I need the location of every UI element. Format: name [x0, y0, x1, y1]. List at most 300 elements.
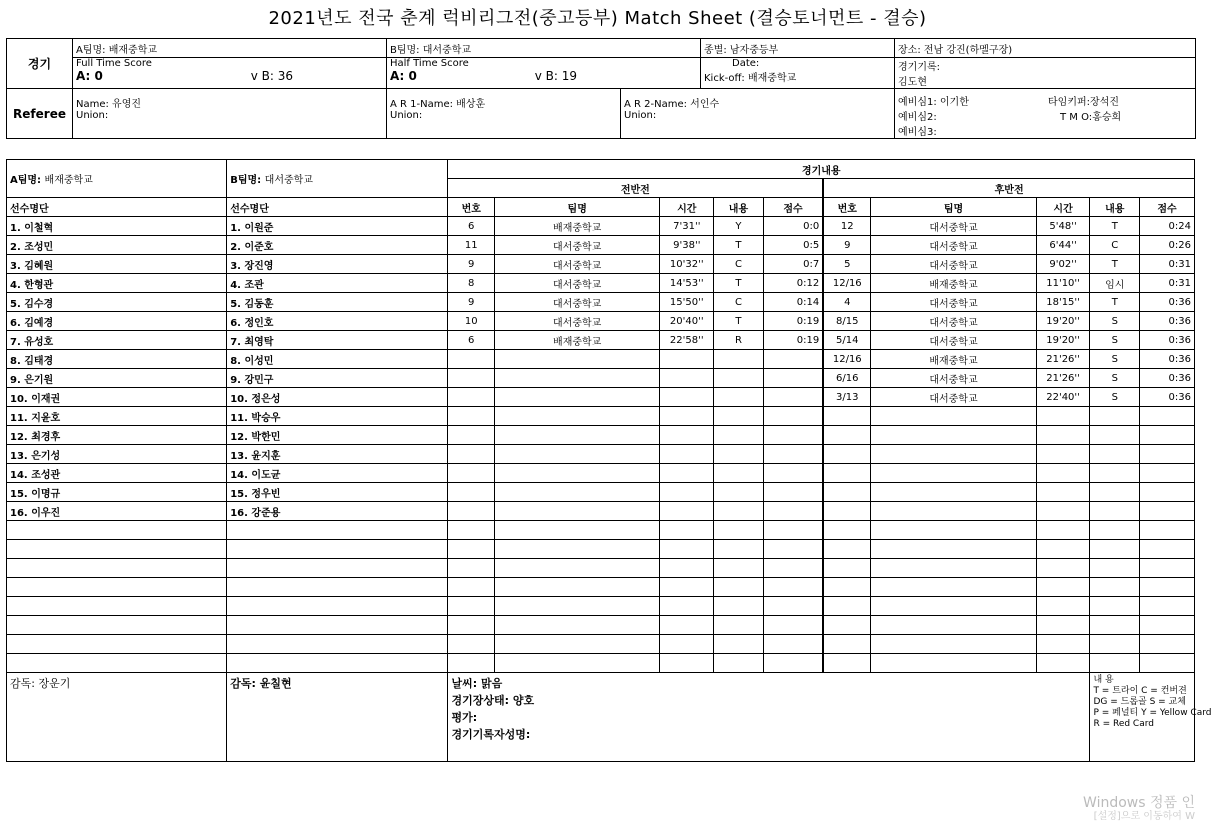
a-player: 12. 최경후 — [7, 426, 227, 445]
second-half-event-cell: 0:36 — [1140, 369, 1195, 388]
empty-cell — [7, 521, 227, 540]
empty-cell — [1090, 426, 1140, 445]
empty-cell — [714, 502, 764, 521]
empty-cell — [823, 464, 871, 483]
empty-cell — [660, 407, 714, 426]
second-half-event-cell: C — [1090, 236, 1140, 255]
reserve-referee-2: 예비심2: — [898, 112, 937, 123]
first-half-event-cell: 10 — [448, 312, 495, 331]
empty-cell — [1140, 559, 1195, 578]
b-player: 15. 정우빈 — [227, 483, 448, 502]
second-half-event-cell: T — [1090, 217, 1140, 236]
empty-cell — [1036, 597, 1090, 616]
empty-cell — [660, 445, 714, 464]
empty-cell — [1036, 426, 1090, 445]
empty-cell — [1140, 654, 1195, 673]
empty-cell — [660, 483, 714, 502]
empty-cell — [1036, 654, 1090, 673]
event-col-header: 시간 — [1036, 198, 1090, 217]
empty-cell — [494, 407, 659, 426]
empty-cell — [714, 426, 764, 445]
event-col-header: 번호 — [448, 198, 495, 217]
first-half-event-cell: 0:19 — [763, 331, 823, 350]
first-half-event-cell: C — [714, 293, 764, 312]
second-half-event-cell: 0:36 — [1140, 350, 1195, 369]
empty-cell — [763, 654, 823, 673]
roster-a-team — [7, 160, 227, 198]
a-team-label: A팀명: — [10, 175, 42, 186]
second-half-event-cell: 대서중학교 — [871, 312, 1036, 331]
second-half-event-cell: 대서중학교 — [871, 217, 1036, 236]
empty-cell — [494, 388, 659, 407]
empty-cell — [227, 616, 448, 635]
empty-cell — [494, 483, 659, 502]
empty-cell — [7, 654, 227, 673]
second-half-event-cell: 대서중학교 — [871, 388, 1036, 407]
table-row — [7, 217, 1195, 236]
referee-label: Referee — [7, 89, 73, 139]
empty-cell — [1090, 502, 1140, 521]
first-half-event-cell: 9'38'' — [660, 236, 714, 255]
b-player: 4. 조관 — [227, 274, 448, 293]
empty-cell — [494, 464, 659, 483]
team-a-name: A팀명: 배재중학교 — [73, 39, 387, 58]
roster-b-team — [227, 160, 448, 198]
table-row — [7, 635, 1195, 654]
empty-cell — [871, 521, 1036, 540]
empty-cell — [1036, 502, 1090, 521]
empty-cell — [823, 483, 871, 502]
empty-cell — [871, 616, 1036, 635]
empty-cell — [871, 635, 1036, 654]
empty-cell — [660, 540, 714, 559]
empty-cell — [448, 502, 495, 521]
table-row — [7, 255, 1195, 274]
b-team-name: 대서중학교 — [264, 175, 313, 186]
first-half-event-cell: C — [714, 255, 764, 274]
table-row — [7, 350, 1195, 369]
recorder-label: 경기기록: — [898, 62, 941, 73]
first-half-event-cell: 14'53'' — [660, 274, 714, 293]
first-half-event-cell: 0:0 — [763, 217, 823, 236]
a-player: 10. 이재권 — [7, 388, 227, 407]
a-player: 6. 김예경 — [7, 312, 227, 331]
empty-cell — [494, 597, 659, 616]
ar1-union: Union: — [390, 110, 423, 121]
empty-cell — [660, 521, 714, 540]
table-row — [7, 502, 1195, 521]
empty-cell — [763, 388, 823, 407]
empty-cell — [227, 521, 448, 540]
empty-cell — [871, 407, 1036, 426]
empty-cell — [494, 502, 659, 521]
empty-cell — [823, 635, 871, 654]
a-player: 15. 이명규 — [7, 483, 227, 502]
empty-cell — [494, 654, 659, 673]
first-half-event-cell: 7'31'' — [660, 217, 714, 236]
empty-cell — [227, 578, 448, 597]
empty-cell — [494, 350, 659, 369]
empty-cell — [1036, 445, 1090, 464]
event-col-header: 내용 — [1090, 198, 1140, 217]
empty-cell — [714, 445, 764, 464]
reserve-referee-3: 예비심3: — [898, 127, 937, 138]
first-half-event-cell: 대서중학교 — [494, 255, 659, 274]
match-detail-table — [6, 159, 1211, 762]
b-player: 1. 이원준 — [227, 217, 448, 236]
empty-cell — [494, 426, 659, 445]
empty-cell — [1090, 521, 1140, 540]
second-half-event-cell: S — [1090, 350, 1140, 369]
empty-cell — [448, 521, 495, 540]
empty-cell — [660, 616, 714, 635]
legend-line: DG = 드롭골 S = 교체 — [1093, 697, 1186, 707]
a-roster-header: 선수명단 — [7, 198, 227, 217]
empty-cell — [1140, 578, 1195, 597]
empty-cell — [871, 483, 1036, 502]
second-half-event-cell: 0:31 — [1140, 255, 1195, 274]
empty-cell — [763, 350, 823, 369]
first-half-event-cell: 대서중학교 — [494, 293, 659, 312]
empty-cell — [823, 597, 871, 616]
empty-cell — [714, 483, 764, 502]
empty-cell — [448, 426, 495, 445]
empty-cell — [448, 635, 495, 654]
second-half-event-cell: 0:36 — [1140, 388, 1195, 407]
empty-cell — [823, 616, 871, 635]
ar2-name: A R 2-Name: 서인수 — [624, 99, 720, 110]
empty-cell — [1090, 597, 1140, 616]
empty-cell — [660, 502, 714, 521]
full-time-b: v B: 36 — [250, 69, 293, 83]
empty-cell — [763, 426, 823, 445]
empty-cell — [823, 521, 871, 540]
page-title: 2021년도 전국 춘계 럭비리그전(중고등부) Match Sheet (결승토너먼트 - 결승) — [268, 8, 927, 29]
empty-cell — [448, 616, 495, 635]
weather: 날씨: 맑음 — [451, 677, 503, 690]
second-half-event-cell: 6/16 — [823, 369, 871, 388]
second-half-event-cell: 0:31 — [1140, 274, 1195, 293]
empty-cell — [1090, 464, 1140, 483]
empty-cell — [7, 635, 227, 654]
empty-cell — [823, 578, 871, 597]
team-b-name: B팀명: 대서중학교 — [387, 39, 701, 58]
game-label: 경기 — [7, 39, 73, 89]
first-half-event-cell: T — [714, 312, 764, 331]
empty-cell — [1140, 521, 1195, 540]
empty-cell — [763, 483, 823, 502]
match-notes — [448, 673, 1090, 762]
second-half-event-cell: T — [1090, 255, 1140, 274]
first-half-event-cell: 11 — [448, 236, 495, 255]
empty-cell — [823, 445, 871, 464]
empty-cell — [763, 616, 823, 635]
empty-cell — [7, 559, 227, 578]
legend-line: R = Red Card — [1093, 719, 1154, 729]
empty-cell — [1140, 540, 1195, 559]
first-half-event-cell: 0:7 — [763, 255, 823, 274]
first-half-label: 전반전 — [448, 179, 823, 198]
second-half-event-cell: 12/16 — [823, 274, 871, 293]
half-time-a: A: 0 — [390, 69, 417, 83]
empty-cell — [660, 426, 714, 445]
b-player: 13. 윤지훈 — [227, 445, 448, 464]
empty-cell — [660, 350, 714, 369]
b-player: 5. 김동훈 — [227, 293, 448, 312]
empty-cell — [871, 654, 1036, 673]
empty-cell — [763, 407, 823, 426]
event-col-header: 내용 — [714, 198, 764, 217]
empty-cell — [660, 369, 714, 388]
empty-cell — [1036, 540, 1090, 559]
empty-cell — [660, 635, 714, 654]
empty-cell — [1036, 464, 1090, 483]
first-half-event-cell: 배재중학교 — [494, 217, 659, 236]
second-half-event-cell: 0:26 — [1140, 236, 1195, 255]
empty-cell — [1090, 540, 1140, 559]
empty-cell — [1090, 483, 1140, 502]
empty-cell — [871, 426, 1036, 445]
first-half-event-cell: 배재중학교 — [494, 331, 659, 350]
empty-cell — [714, 616, 764, 635]
venue: 장소: 전남 강진(하멜구장) — [895, 39, 1196, 58]
watermark-line1: Windows 정품 인 — [1083, 795, 1195, 811]
a-player: 8. 김태경 — [7, 350, 227, 369]
empty-cell — [871, 445, 1036, 464]
a-player: 11. 지윤호 — [7, 407, 227, 426]
first-half-event-cell: 0:19 — [763, 312, 823, 331]
b-player: 12. 박한민 — [227, 426, 448, 445]
empty-cell — [714, 350, 764, 369]
empty-cell — [763, 540, 823, 559]
table-row — [7, 331, 1195, 350]
empty-cell — [448, 369, 495, 388]
second-half-event-cell: 대서중학교 — [871, 331, 1036, 350]
empty-cell — [871, 502, 1036, 521]
empty-cell — [1140, 464, 1195, 483]
recorder-name: 김도현 — [898, 77, 927, 88]
a-team-name: 배재중학교 — [44, 175, 93, 186]
table-row — [7, 407, 1195, 426]
ar1-name: A R 1-Name: 배상훈 — [390, 99, 486, 110]
empty-cell — [1036, 483, 1090, 502]
second-half-label: 후반전 — [823, 179, 1194, 198]
second-half-event-cell: 11'10'' — [1036, 274, 1090, 293]
events-section-label: 경기내용 — [448, 160, 1195, 179]
second-half-event-cell: T — [1090, 293, 1140, 312]
a-player: 13. 은기성 — [7, 445, 227, 464]
second-half-event-cell: S — [1090, 312, 1140, 331]
empty-cell — [448, 407, 495, 426]
empty-cell — [714, 464, 764, 483]
first-half-event-cell: 대서중학교 — [494, 312, 659, 331]
empty-cell — [448, 597, 495, 616]
event-col-header: 번호 — [823, 198, 871, 217]
second-half-event-cell: S — [1090, 369, 1140, 388]
b-player: 14. 이도균 — [227, 464, 448, 483]
empty-cell — [763, 521, 823, 540]
a-player: 16. 이우진 — [7, 502, 227, 521]
table-row — [7, 388, 1195, 407]
second-half-event-cell: 대서중학교 — [871, 236, 1036, 255]
table-row — [7, 445, 1195, 464]
b-player: 3. 장진영 — [227, 255, 448, 274]
empty-cell — [1140, 616, 1195, 635]
empty-cell — [448, 388, 495, 407]
reserve-referee-1: 예비심1: 이기한 — [898, 97, 969, 108]
table-row — [7, 312, 1195, 331]
first-half-event-cell: R — [714, 331, 764, 350]
event-col-header: 점수 — [763, 198, 823, 217]
empty-cell — [1090, 578, 1140, 597]
division: 종별: 남자중등부 — [701, 39, 895, 58]
empty-cell — [1140, 635, 1195, 654]
empty-cell — [1140, 445, 1195, 464]
first-half-event-cell: 15'50'' — [660, 293, 714, 312]
table-row — [7, 654, 1195, 673]
empty-cell — [871, 540, 1036, 559]
empty-cell — [763, 597, 823, 616]
full-time-label: Full Time Score — [76, 58, 152, 69]
empty-cell — [7, 578, 227, 597]
empty-cell — [448, 654, 495, 673]
b-player: 7. 최영탁 — [227, 331, 448, 350]
second-half-event-cell: 18'15'' — [1036, 293, 1090, 312]
table-row — [7, 293, 1195, 312]
second-half-event-cell: 8/15 — [823, 312, 871, 331]
empty-cell — [448, 464, 495, 483]
empty-cell — [763, 445, 823, 464]
table-row — [7, 521, 1195, 540]
first-half-event-cell: 8 — [448, 274, 495, 293]
empty-cell — [660, 578, 714, 597]
empty-cell — [1036, 521, 1090, 540]
event-col-header: 시간 — [660, 198, 714, 217]
timekeeper: 타임키퍼:장석진 — [1048, 97, 1119, 108]
empty-cell — [1140, 483, 1195, 502]
table-row — [7, 483, 1195, 502]
empty-cell — [714, 521, 764, 540]
empty-cell — [871, 578, 1036, 597]
table-row — [7, 369, 1195, 388]
tmo: T M O:홍승희 — [1060, 112, 1122, 123]
legend-title: 내 용 — [1093, 675, 1114, 685]
empty-cell — [1090, 654, 1140, 673]
first-half-event-cell: 6 — [448, 331, 495, 350]
empty-cell — [763, 369, 823, 388]
a-player: 3. 김혜원 — [7, 255, 227, 274]
empty-cell — [660, 388, 714, 407]
empty-cell — [871, 559, 1036, 578]
first-half-event-cell: 10'32'' — [660, 255, 714, 274]
empty-cell — [448, 445, 495, 464]
legend-line: P = 페널티 Y = Yellow Card — [1093, 708, 1211, 718]
empty-cell — [1036, 407, 1090, 426]
second-half-event-cell: S — [1090, 331, 1140, 350]
empty-cell — [494, 616, 659, 635]
empty-cell — [448, 540, 495, 559]
first-half-event-cell: 20'40'' — [660, 312, 714, 331]
legend-line: T = 트라이 C = 컨버젼 — [1093, 686, 1187, 696]
evaluation: 평가: — [451, 711, 478, 724]
event-col-header: 점수 — [1140, 198, 1195, 217]
empty-cell — [227, 597, 448, 616]
table-row — [7, 274, 1195, 293]
empty-cell — [660, 559, 714, 578]
b-player: 6. 정인호 — [227, 312, 448, 331]
second-half-event-cell: 9 — [823, 236, 871, 255]
empty-cell — [871, 464, 1036, 483]
table-row — [7, 578, 1195, 597]
b-roster-header: 선수명단 — [227, 198, 448, 217]
first-half-event-cell: T — [714, 274, 764, 293]
empty-cell — [1090, 635, 1140, 654]
referee-name: Name: 유영진 — [76, 99, 142, 110]
match-header-table — [6, 38, 1196, 139]
empty-cell — [494, 578, 659, 597]
empty-cell — [227, 540, 448, 559]
empty-cell — [1036, 616, 1090, 635]
b-player: 2. 이준호 — [227, 236, 448, 255]
second-half-event-cell: 대서중학교 — [871, 255, 1036, 274]
empty-cell — [448, 350, 495, 369]
half-time-b: v B: 19 — [534, 69, 577, 83]
empty-cell — [494, 540, 659, 559]
empty-cell — [1140, 502, 1195, 521]
empty-cell — [1036, 635, 1090, 654]
first-half-event-cell: T — [714, 236, 764, 255]
second-half-event-cell: 4 — [823, 293, 871, 312]
a-player: 14. 조성관 — [7, 464, 227, 483]
empty-cell — [448, 578, 495, 597]
empty-cell — [1090, 407, 1140, 426]
empty-cell — [823, 654, 871, 673]
empty-cell — [448, 483, 495, 502]
b-player: 11. 박승우 — [227, 407, 448, 426]
empty-cell — [7, 597, 227, 616]
second-half-event-cell: 0:24 — [1140, 217, 1195, 236]
a-player: 1. 이철혁 — [7, 217, 227, 236]
a-player: 4. 한형관 — [7, 274, 227, 293]
empty-cell — [494, 445, 659, 464]
empty-cell — [823, 502, 871, 521]
ar2-union: Union: — [624, 110, 657, 121]
kickoff: Kick-off: 배재중학교 — [704, 73, 797, 84]
first-half-event-cell: Y — [714, 217, 764, 236]
empty-cell — [714, 635, 764, 654]
second-half-event-cell: 21'26'' — [1036, 369, 1090, 388]
second-half-event-cell: 12 — [823, 217, 871, 236]
first-half-event-cell: 6 — [448, 217, 495, 236]
empty-cell — [1140, 407, 1195, 426]
empty-cell — [227, 654, 448, 673]
empty-cell — [823, 426, 871, 445]
b-player: 10. 정은성 — [227, 388, 448, 407]
empty-cell — [7, 616, 227, 635]
empty-cell — [7, 540, 227, 559]
second-half-event-cell: 3/13 — [823, 388, 871, 407]
second-half-event-cell: 대서중학교 — [871, 293, 1036, 312]
empty-cell — [871, 597, 1036, 616]
half-time-label: Half Time Score — [390, 58, 469, 69]
coach-b: 감독: 윤칠현 — [227, 673, 448, 762]
second-half-event-cell: 0:36 — [1140, 331, 1195, 350]
first-half-event-cell: 9 — [448, 293, 495, 312]
first-half-event-cell: 0:12 — [763, 274, 823, 293]
table-row — [7, 426, 1195, 445]
empty-cell — [227, 635, 448, 654]
empty-cell — [714, 369, 764, 388]
